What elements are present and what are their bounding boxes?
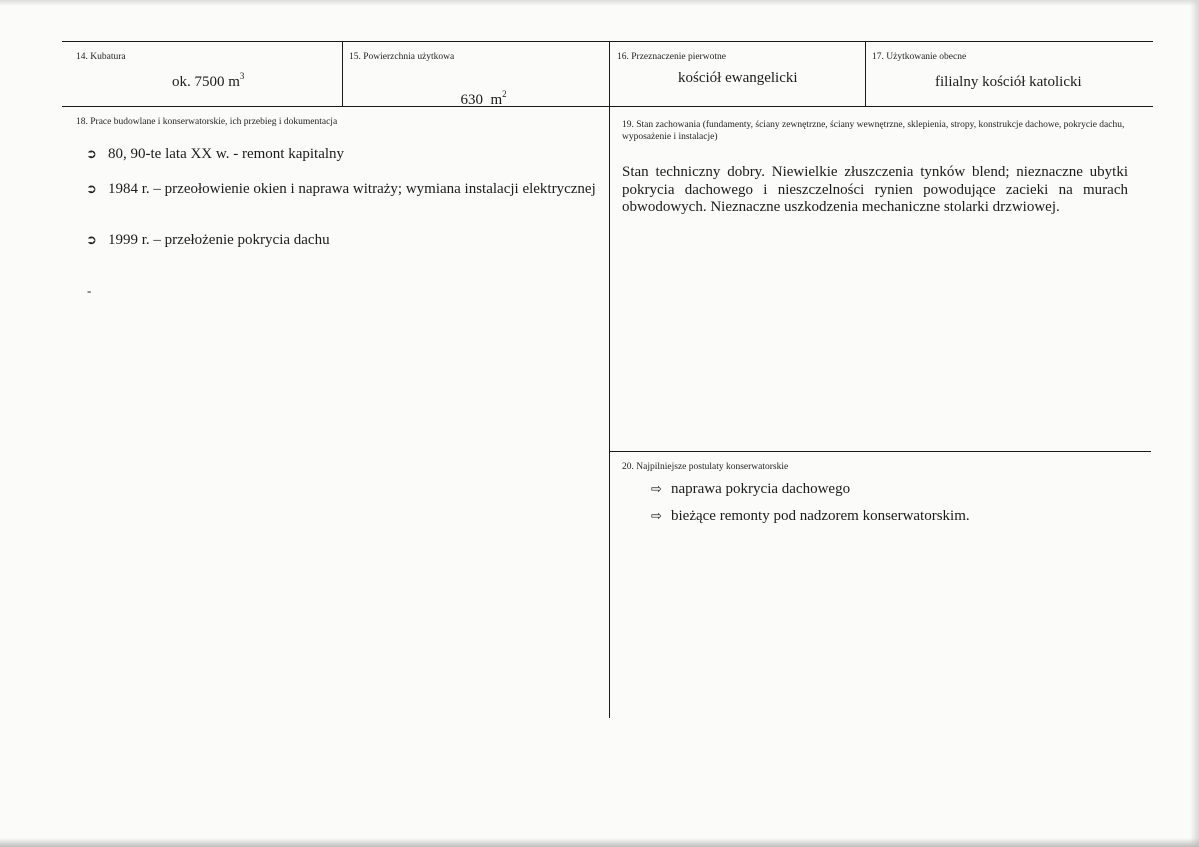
- field-15-superscript: 2: [502, 89, 507, 99]
- field-14-superscript: 3: [239, 71, 245, 81]
- scan-edge-top: [0, 0, 1199, 6]
- field-15-value-text: 630 m: [460, 92, 503, 108]
- field-18-label: 18. Prace budowlane i konserwatorskie, ich przebieg i dokumentacja: [76, 117, 338, 127]
- row-divider: [62, 106, 1153, 107]
- field-14-label: 14. Kubatura: [76, 52, 126, 62]
- field-19-label: 19. Stan zachowania (fundamenty, ściany zewnętrzne, ściany wewnętrzne, sklepienia, stropy, konstrukcje dachowe, pokrycie dachu, wyposażenie i instalacje): [622, 120, 1125, 142]
- curved-arrow-icon: ➲: [86, 182, 97, 197]
- f18-item-1-text: 80, 90-te lata XX w. - remont kapitalny: [108, 146, 345, 162]
- field-15-label: 15. Powierzchnia użytkowa: [349, 52, 455, 62]
- list-item: [86, 181, 598, 198]
- f18-item-3-text: 1999 r. – przełożenie pokrycia dachu: [108, 232, 330, 248]
- field-16-value: kościół ewangelicki: [678, 70, 798, 86]
- field-20-label: 20. Najpilniejsze postulaty konserwatorskie: [622, 462, 789, 472]
- field-17-value: filialny kościół katolicki: [935, 74, 1082, 90]
- curved-arrow-icon: ➲: [86, 233, 97, 248]
- field-16-label: 16. Przeznaczenie pierwotne: [617, 52, 726, 62]
- f20-item-1-text: naprawa pokrycia dachowego: [671, 481, 851, 497]
- hollow-right-arrow-icon: ⇨: [651, 482, 662, 497]
- col-divider-main: [609, 41, 610, 718]
- field-14-value-text: ok. 7500 m: [172, 74, 240, 90]
- section-20-divider: [610, 451, 1151, 452]
- list-item: [651, 481, 850, 498]
- col-divider-1: [342, 41, 343, 106]
- f20-item-2-text: bieżące remonty pod nadzorem konserwatorskim.: [671, 508, 970, 524]
- list-item: [86, 232, 598, 249]
- field-19-text: Stan techniczny dobry. Niewielkie złuszczenia tynków blend; nieznaczne ubytki pokrycia dachowego i nieszczelności rynien powodujące zacieki na murach obwodowych. Nieznaczne uszkodzenia mechaniczne stolarki drzwiowej.: [622, 164, 1128, 215]
- f18-dash: -: [87, 283, 92, 298]
- top-border: [62, 41, 1153, 42]
- col-divider-3: [865, 41, 866, 106]
- field-14-value: [172, 73, 244, 91]
- list-item: [651, 508, 970, 525]
- f18-item-2-text: 1984 r. – przeołowienie okien i naprawa witraży; wymiana instalacji elektrycznej: [108, 181, 596, 197]
- field-15-value: [453, 73, 507, 109]
- scan-edge-bottom: [0, 838, 1199, 847]
- scan-edge-right: [1190, 0, 1199, 847]
- hollow-right-arrow-icon: ⇨: [651, 509, 662, 524]
- curved-arrow-icon: ➲: [86, 147, 97, 162]
- field-17-label: 17. Użytkowanie obecne: [872, 52, 967, 62]
- list-item: [86, 146, 598, 163]
